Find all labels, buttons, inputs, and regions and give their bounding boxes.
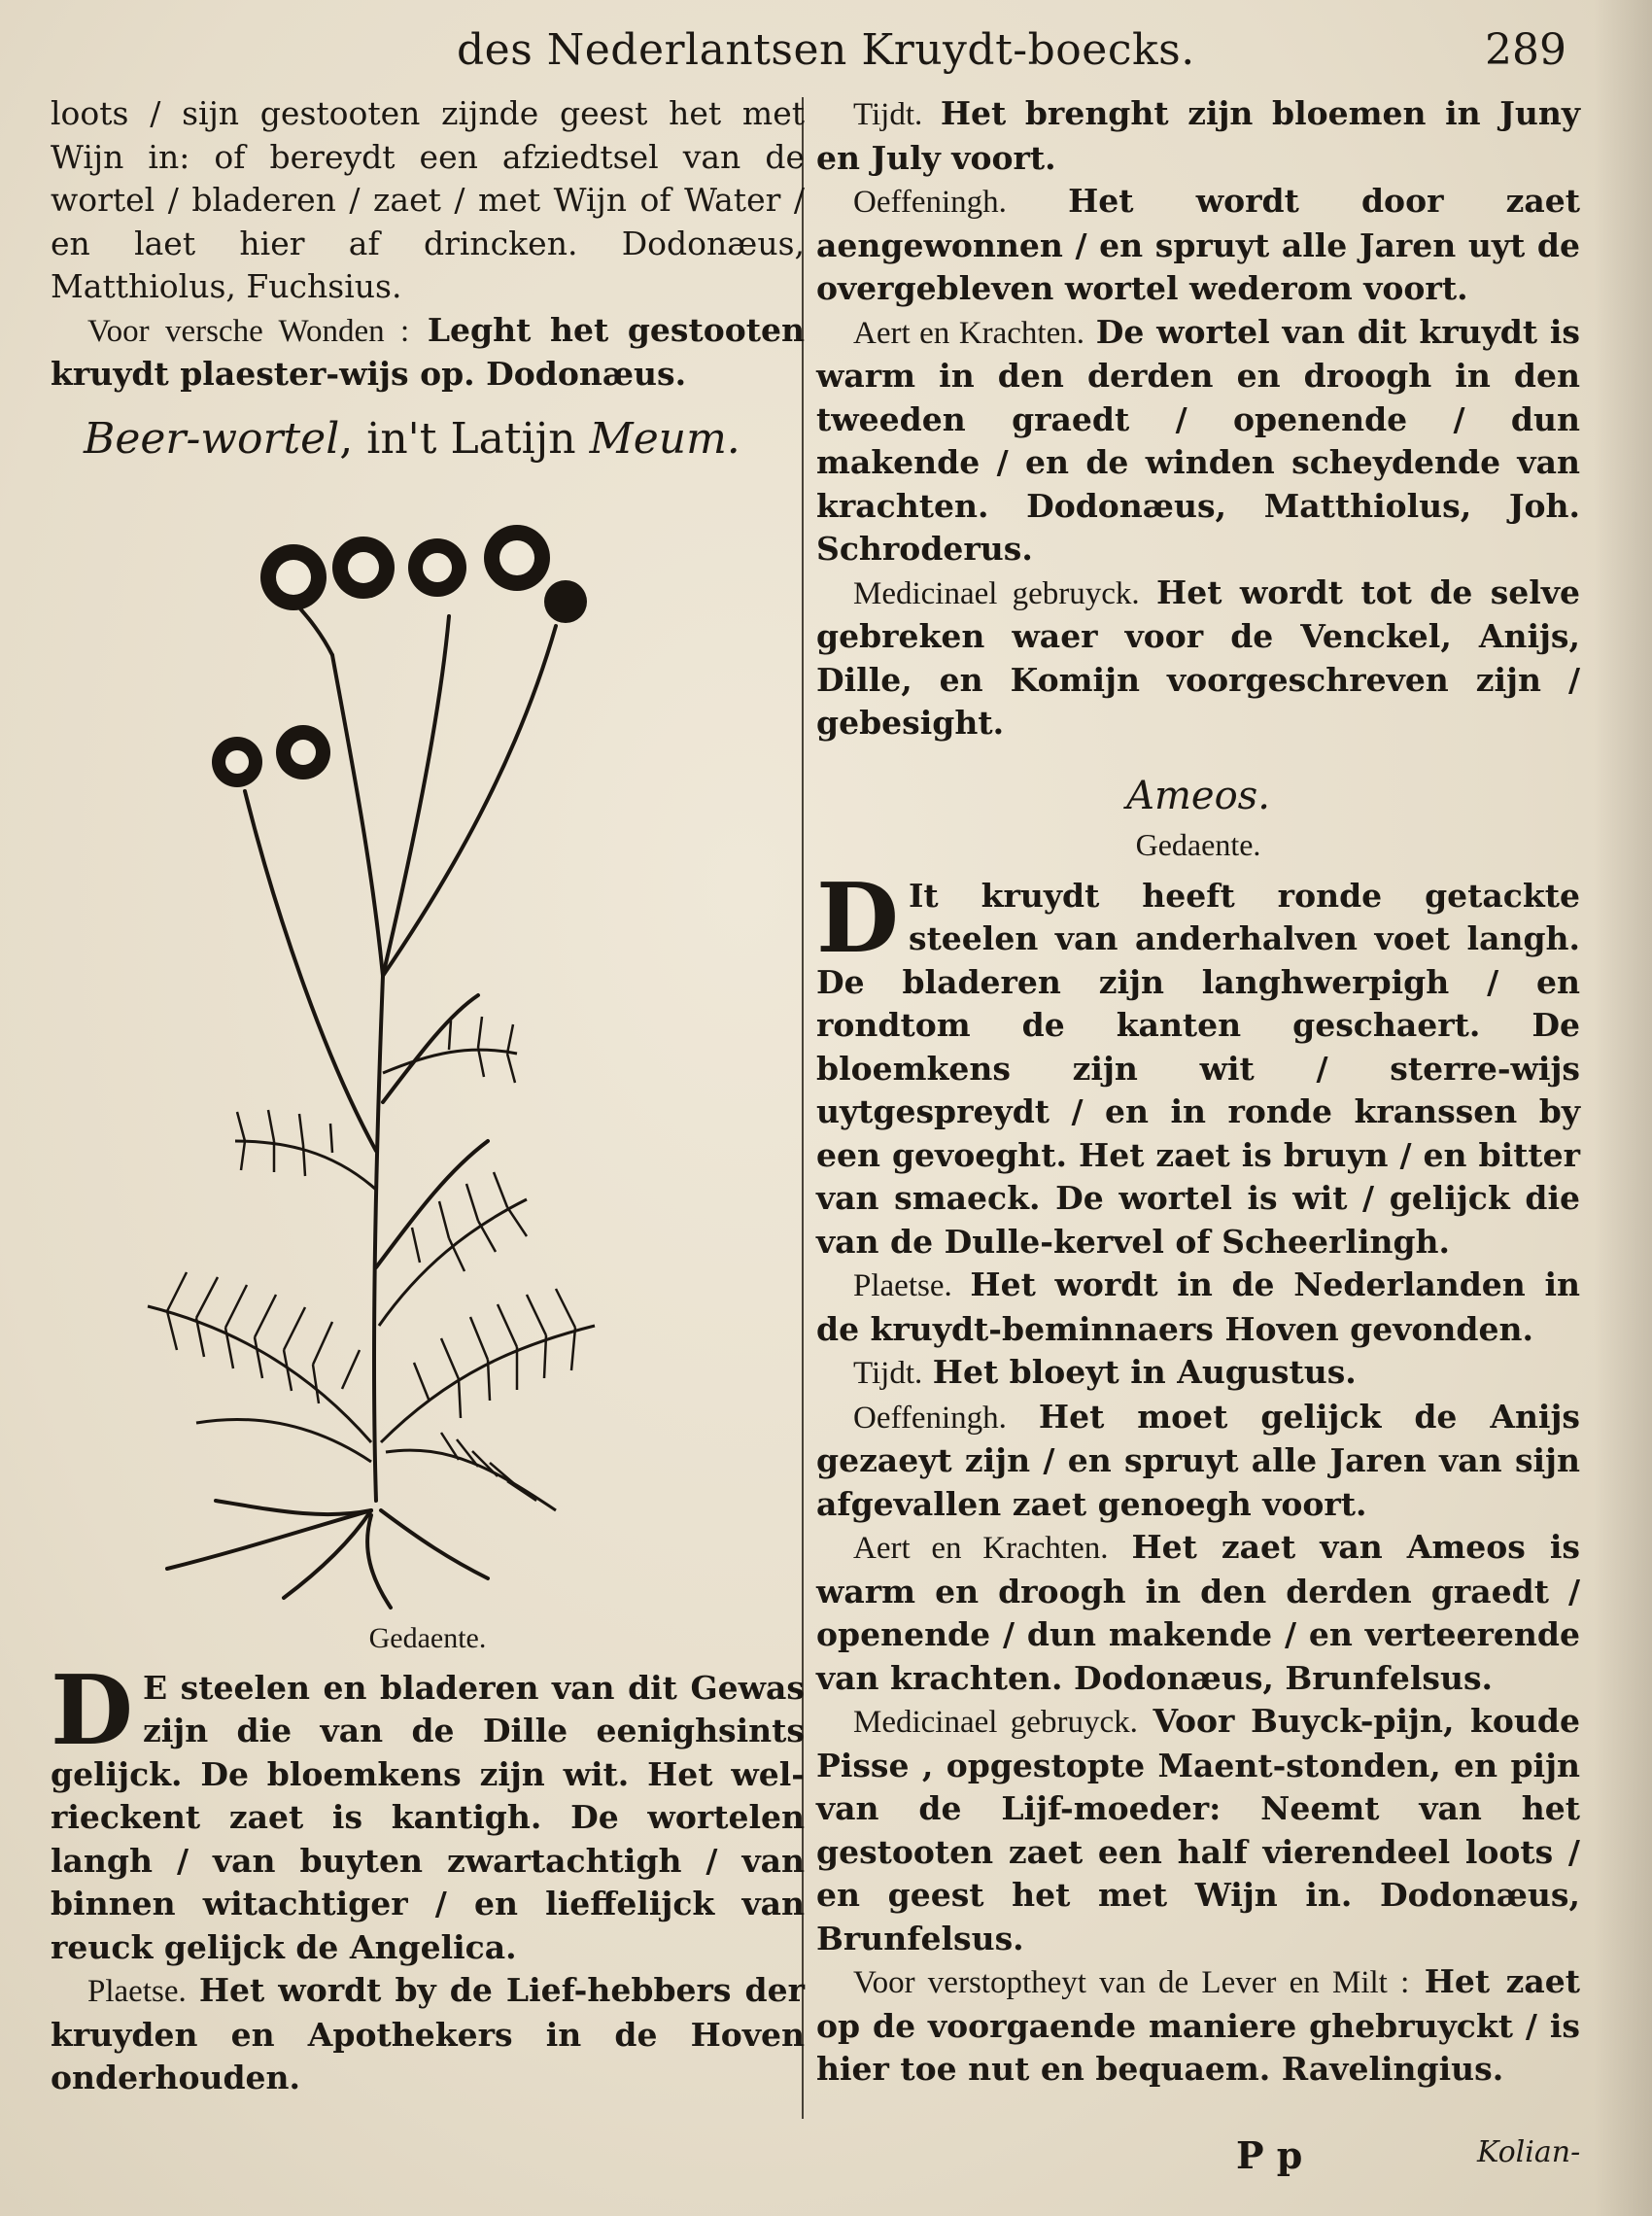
paragraph-label: Plaetse.	[87, 1974, 187, 2009]
paragraph: loots / sijn gestooten zijnde geest het met Wijn in: of bereydt een afziedtsel van de wortel / bladeren / zaet / met Wijn of Water / en laet hier af drincken. Dodonæus, Matthiolus, Fuchsius.	[51, 94, 805, 305]
running-header: des Nederlantsen Kruydt-boecks.	[457, 25, 1195, 75]
paragraph	[816, 92, 1580, 180]
paragraph-text: It kruydt heeft ronde getackte steelen van anderhalven voet langh. De bladeren zijn langhwerpigh / en rondtom de kanten geschaert. De bloemkens zijn wit / sterre-wijs uytgespreydt / en in ronde kranssen by een gevoeght. Het zaet is bruyn / en bitter van smaeck. De wortel is wit / gelijck die van de Dulle-kervel of Scheerlingh.	[816, 876, 1580, 1261]
paragraph-label: Oeffeningh.	[853, 1400, 1007, 1436]
paragraph-text: Het wordt in de Nederlanden in de kruydt-beminnaers Hoven gevonden.	[816, 1265, 1580, 1348]
paragraph	[51, 1969, 805, 2100]
paragraph-text: Het wordt tot de selve gebreken waer voor de Venckel, Anijs, Dille, en Komijn voorgeschreven zijn / gebesight.	[816, 572, 1580, 742]
paragraph-text: Leght het gestooten kruydt plaester-wijs op. Dodonæus.	[51, 310, 805, 393]
paragraph	[816, 571, 1580, 745]
paragraph-text: Het wordt by de Lief-hebbers der kruyden en Apothekers in de Hoven onderhouden.	[51, 1971, 805, 2096]
paragraph-label: Voor versche Wonden :	[87, 313, 410, 349]
page-number: 289	[1485, 25, 1566, 75]
paragraph-with-dropcap	[51, 1654, 805, 1970]
paragraph-text: Het zaet op de voorgaende maniere ghebruyckt / is hier toe nut en bequaem. Ravelingius.	[816, 1962, 1580, 2088]
paragraph	[816, 1396, 1580, 1527]
section-heading-beer-wortel	[84, 413, 805, 464]
left-column	[51, 92, 805, 2100]
paragraph	[816, 1526, 1580, 1700]
page-edge-shadow	[1594, 0, 1652, 2216]
section-subheading: Gedaente.	[1135, 827, 1261, 862]
paragraph-label: Medicinael gebruyck.	[853, 575, 1140, 611]
paragraph-text: Het bloeyt in Augustus.	[932, 1353, 1357, 1391]
paragraph-label: Aert en Krachten.	[853, 1531, 1109, 1566]
paragraph-label: Tijdt.	[853, 1356, 923, 1391]
paragraph	[51, 309, 805, 397]
paragraph-text: Voor Buyck-pijn, koude Pisse , opgestopte Maent-stonden, en pijn van de Lijf-moeder: Neemt van het gestooten zaet een half vierendeel loots / en geest het met Wijn in. Dodonæus, Brunfelsus.	[816, 1702, 1580, 1957]
paragraph-label: Plaetse.	[853, 1268, 952, 1303]
catchword: Kolian-	[1477, 2135, 1581, 2169]
paragraph	[816, 1351, 1580, 1396]
paragraph-label: Medicinael gebruyck.	[853, 1705, 1138, 1740]
heading-italic: Beer-wortel	[84, 413, 340, 464]
paragraph	[816, 180, 1580, 311]
paragraph-label: Oeffeningh.	[853, 185, 1007, 220]
paragraph-text: Het zaet van Ameos is warm en droogh in den derden graedt / openende / dun makende / en verteerende van krachten. Dodonæus, Brunfelsus.	[816, 1528, 1580, 1697]
paragraph-label: Tijdt.	[853, 97, 923, 132]
section-heading-ameos: Ameos.	[1126, 773, 1270, 818]
drop-capital: D	[51, 1654, 133, 1767]
right-column	[816, 92, 1580, 2092]
meum-plant-woodcut	[128, 470, 711, 1617]
illustration-caption: Gedaente.	[368, 1622, 487, 1654]
paragraph-label: Voor verstoptheyt van de Lever en Milt :	[853, 1965, 1410, 2000]
paragraph-text: Het brenght zijn bloemen in Juny en July voort.	[816, 94, 1580, 177]
paragraph-with-dropcap	[816, 862, 1580, 1264]
paragraph-text: Het moet gelijck de Anijs gezaeyt zijn / en spruyt alle Jaren van sijn afgevallen zaet genoegh voort.	[816, 1397, 1580, 1523]
paragraph-text: Het wordt door zaet aengewonnen / en spruyt alle Jaren uyt de overgebleven wortel wederom voort.	[816, 182, 1580, 307]
paragraph	[816, 311, 1580, 571]
paragraph-label: Aert en Krachten.	[853, 315, 1084, 351]
signature-mark: P p	[1236, 2133, 1303, 2177]
paragraph	[816, 1700, 1580, 1960]
paragraph	[816, 1264, 1580, 1351]
paragraph-text: E steelen en bladeren van dit Gewas zijn die van de Dille eenighsints gelijck. De bloemkens zijn wit. Het wel-rieckent zaet is kantigh. De wortelen langh / van buyten zwartachtigh / van binnen witachtiger / en lieffelijck van reuck gelijck de Angelica.	[51, 1668, 805, 1966]
heading-roman: , in't Latijn	[339, 413, 576, 464]
paragraph-text: De wortel van dit kruydt is warm in den derden en droogh in den tweeden graedt / openende / dun makende / en de winden scheydende van krachten. Dodonæus, Matthiolus, Joh. Schroderus.	[816, 312, 1580, 568]
drop-capital: D	[816, 862, 899, 975]
paragraph	[816, 1960, 1580, 2092]
heading-italic: Meum.	[589, 413, 740, 464]
